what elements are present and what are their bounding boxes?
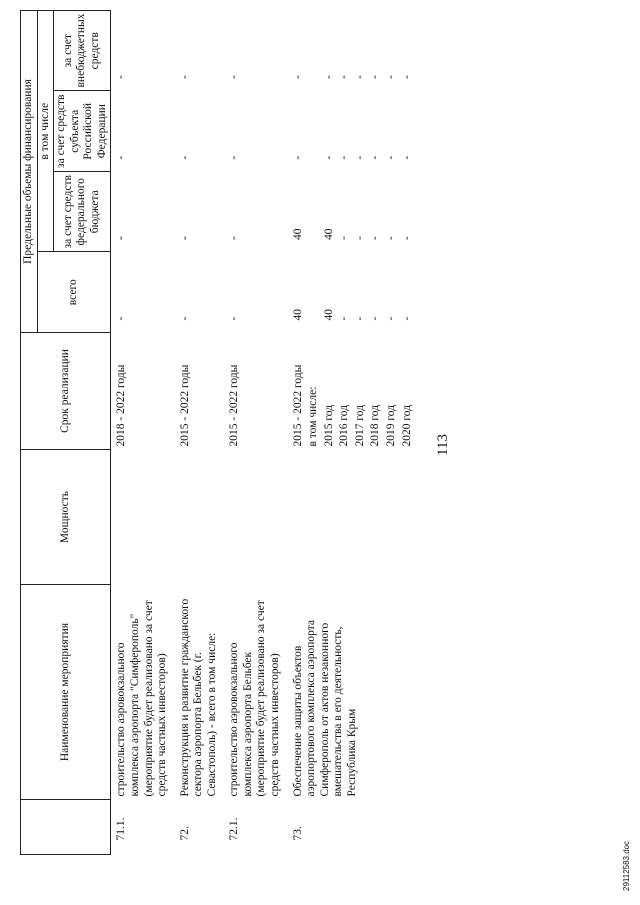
- row-number: 72.: [178, 826, 191, 841]
- page-number: 113: [435, 434, 451, 456]
- row-subject: -: [178, 155, 191, 160]
- header-number: [21, 800, 111, 855]
- row-power: [227, 450, 290, 585]
- row-federal: -: [115, 236, 128, 240]
- row-subject: -: [369, 155, 382, 160]
- row-total: 40: [291, 309, 304, 321]
- row-subject: -: [115, 155, 128, 160]
- row-extra: -: [369, 75, 382, 79]
- row-subject: -: [400, 155, 413, 160]
- row-subject: -: [291, 155, 304, 160]
- row-power: [178, 450, 228, 585]
- row-name: Реконструкция и развитие гражданского сектора аэропорта Бельбек (г. Севастополь) - всего в том числе:: [178, 598, 218, 797]
- row-term: 2019 год: [384, 404, 397, 447]
- subrows-label: в том числе:: [307, 386, 320, 447]
- row-term: 2015 - 2022 годы: [291, 364, 304, 447]
- row-name: строительство аэровокзального комплекса аэропорта "Симферополь" (мероприятие будет реализовано за счет средств частных инвесторов): [115, 600, 169, 797]
- row-extra: -: [353, 75, 366, 79]
- header-subject: за счет средств субъекта Российской Федерации: [54, 91, 111, 172]
- row-extra: -: [291, 75, 304, 79]
- row-term: 2016 год: [338, 404, 351, 447]
- row-extra: -: [115, 75, 128, 79]
- row-term: 2015 - 2022 годы: [178, 364, 191, 447]
- row-federal: -: [369, 236, 382, 240]
- header-limits: Предельные объемы финансирования: [21, 11, 38, 333]
- row-power: [111, 450, 178, 585]
- table-row: [111, 11, 178, 855]
- row-term: 2015 год: [322, 404, 335, 447]
- document-id: 29112583.doc: [622, 840, 631, 891]
- row-federal: -: [228, 236, 241, 240]
- header-including: в том числе: [37, 11, 54, 253]
- row-extra: -: [322, 75, 335, 79]
- header-name: Наименование мероприятия: [21, 585, 111, 800]
- header-total: всего: [37, 252, 111, 333]
- row-federal: 40: [322, 228, 335, 240]
- row-subject: -: [322, 155, 335, 160]
- row-number: 72.1.: [228, 817, 241, 841]
- row-total: -: [353, 316, 366, 321]
- row-federal: -: [384, 236, 397, 240]
- financing-table: [20, 10, 415, 855]
- row-federal: -: [400, 236, 413, 240]
- row-number: 71.1.: [115, 817, 128, 841]
- row-subject: -: [338, 155, 351, 160]
- row-name: строительство аэровокзального комплекса аэропорта Бельбек (мероприятие будет реализовано за счет средств частных инвесторов): [228, 600, 281, 797]
- row-subject: -: [384, 155, 397, 160]
- row-extra: -: [384, 75, 397, 79]
- row-extra: -: [338, 75, 351, 79]
- row-extra: -: [178, 75, 191, 79]
- row-term: 2018 - 2022 годы: [115, 364, 128, 447]
- row-extra: -: [400, 75, 413, 79]
- row-term: 2015 - 2022 годы: [228, 364, 241, 447]
- table-row: [227, 11, 290, 855]
- row-total: 40: [322, 309, 335, 321]
- row-total: -: [338, 316, 351, 321]
- row-total: -: [369, 316, 382, 321]
- row-term: 2020 год: [400, 404, 413, 447]
- row-total: -: [384, 316, 397, 321]
- header-extrabudget: за счет внебюджетных средств: [54, 11, 111, 92]
- row-total: -: [400, 316, 413, 321]
- row-number: 73.: [291, 826, 304, 841]
- row-extra: -: [228, 75, 241, 79]
- row-subject: -: [228, 155, 241, 160]
- row-total: -: [115, 316, 128, 321]
- row-term: 2018 год: [369, 404, 382, 447]
- row-federal: -: [353, 236, 366, 240]
- row-total: -: [178, 316, 191, 321]
- row-name: Обеспечение защиты объектов аэропортового комплекса аэропорта Симферополь от актов незаконного вмешательства в его деятельность, Республика Крым: [291, 620, 358, 797]
- header-term: Срок реализации: [21, 333, 111, 450]
- header-federal: за счет средств федерального бюджета: [54, 172, 111, 253]
- row-power: [291, 450, 416, 585]
- row-federal: -: [178, 236, 191, 240]
- row-total: -: [228, 316, 241, 321]
- row-federal: 40: [291, 228, 304, 240]
- table-row: [291, 11, 307, 855]
- row-term: 2017 год: [353, 404, 366, 447]
- row-subject: -: [353, 155, 366, 160]
- header-power: Мощность: [21, 450, 111, 585]
- table-row: [178, 11, 228, 855]
- row-federal: -: [338, 236, 351, 240]
